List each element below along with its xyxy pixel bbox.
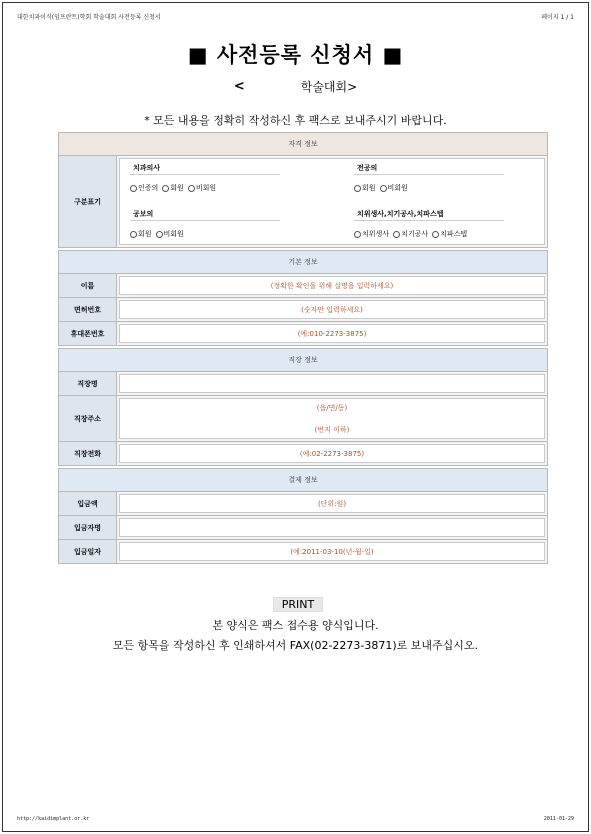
section-work: 직장 정보 (58, 348, 548, 372)
amount-field[interactable]: (단위:원) (119, 494, 545, 513)
subtitle (3, 78, 588, 95)
row-work-name (58, 372, 548, 396)
print-footer-url: http://kaidimplant.or.kr (17, 816, 90, 822)
fax-notice-1: 본 양식은 팩스 접수용 양식입니다. (212, 619, 379, 632)
print-header-page: 페이지 1 / 1 (541, 14, 574, 21)
print-footer-date: 2011-01-29 (543, 816, 574, 822)
group-public-doctor (130, 209, 280, 245)
radio-staff-technician[interactable]: 치기공사 (393, 229, 428, 239)
row-date (58, 540, 548, 564)
notice-text: * 모든 내용을 정확히 작성하신 후 팩스로 보내주시기 바랍니다. (144, 114, 447, 127)
row-phone (58, 322, 548, 346)
work-name-field[interactable] (119, 374, 545, 393)
radio-staff-assistant[interactable]: 치파스텝 (432, 229, 467, 239)
fax-notice-2: 모든 항목을 작성하신 후 인쇄하셔서 FAX(02-2273-3871)로 보내주십시오. (112, 639, 479, 652)
type-options (119, 158, 545, 245)
page-title: ■ 사전등록 신청서 ■ (187, 43, 404, 67)
name-field[interactable]: (정확한 확인을 위해 실명을 입력하세요) (119, 276, 545, 295)
row-name (58, 274, 548, 298)
radio-circle-icon (354, 185, 361, 192)
radio-public-member[interactable]: 회원 (130, 229, 152, 239)
section-basic: 기본 정보 (58, 250, 548, 274)
subtitle-text: 학술대회> (300, 80, 358, 94)
registration-form (58, 132, 548, 564)
document-page (2, 2, 589, 832)
group-staff-name: 치위생사,치기공사,치파스텝 (357, 210, 444, 218)
radio-circle-icon (162, 185, 169, 192)
radio-specialist-nonmember[interactable]: 비회원 (380, 183, 408, 193)
row-payer (58, 516, 548, 540)
radio-circle-icon (380, 185, 387, 192)
payer-field[interactable] (119, 518, 545, 537)
row-work-address (58, 396, 548, 442)
radio-circle-icon (130, 231, 137, 238)
group-dentist-name: 치과의사 (133, 164, 161, 172)
work-phone-field[interactable]: (예:02-2273-3875) (119, 444, 545, 463)
radio-circle-icon (156, 231, 163, 238)
subtitle-bracket: < (233, 79, 245, 94)
row-work-phone (58, 442, 548, 466)
name-label: 이름 (59, 274, 117, 297)
work-address-label: 직장주소 (59, 396, 117, 441)
radio-public-nonmember[interactable]: 비회원 (156, 229, 184, 239)
type-label: 구분표기 (59, 156, 117, 247)
type-row (58, 156, 548, 248)
radio-specialist-member[interactable]: 회원 (354, 183, 376, 193)
radio-circle-icon (432, 231, 439, 238)
print-header-title: 대한치과이식(임프란트)학회 학술대회 사전등록 신청서 (17, 14, 161, 21)
radio-circle-icon (393, 231, 400, 238)
radio-circle-icon (354, 231, 361, 238)
phone-label: 휴대폰번호 (59, 322, 117, 345)
work-address-field[interactable]: (읍/면/동) (번지 이하) (119, 398, 545, 439)
phone-field[interactable]: (예:010-2273-3875) (119, 324, 545, 343)
license-field[interactable]: (숫자만 입력하세요) (119, 300, 545, 319)
group-public-doctor-name: 공보의 (133, 210, 154, 218)
radio-staff-hygienist[interactable]: 치위생사 (354, 229, 389, 239)
section-payment: 결제 정보 (58, 468, 548, 492)
group-staff (354, 209, 504, 245)
radio-dentist-nonmember[interactable]: 비회원 (188, 183, 216, 193)
radio-circle-icon (188, 185, 195, 192)
group-specialist (354, 163, 504, 199)
amount-label: 입금액 (59, 492, 117, 515)
work-name-label: 직장명 (59, 372, 117, 395)
radio-dentist-member[interactable]: 회원 (162, 183, 184, 193)
print-button[interactable]: PRINT (273, 597, 323, 612)
group-specialist-name: 전공의 (357, 164, 378, 172)
payer-label: 입금자명 (59, 516, 117, 539)
row-license (58, 298, 548, 322)
section-qualification: 자격 정보 (58, 132, 548, 156)
group-dentist (130, 163, 280, 199)
date-field[interactable]: (예:2011-03-10(년-월-일) (119, 542, 545, 561)
row-amount (58, 492, 548, 516)
work-phone-label: 직장전화 (59, 442, 117, 465)
license-label: 면허번호 (59, 298, 117, 321)
radio-circle-icon (130, 185, 137, 192)
radio-dentist-certified[interactable]: 인증의 (130, 183, 158, 193)
date-label: 입금일자 (59, 540, 117, 563)
